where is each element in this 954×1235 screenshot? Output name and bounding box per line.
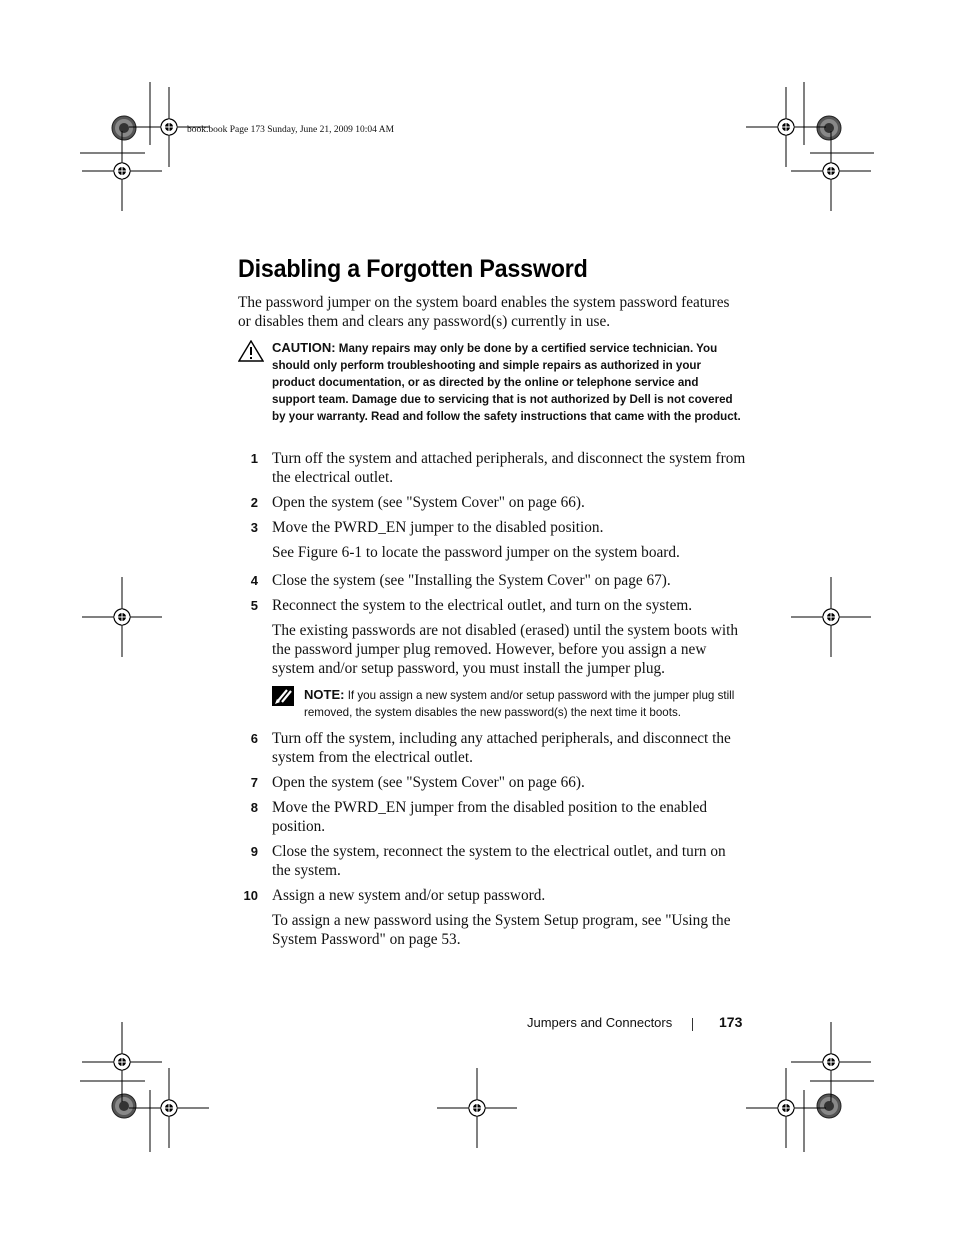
step-number: 1 — [250, 451, 258, 466]
caution-text — [272, 339, 744, 425]
page-number: 173 — [719, 1014, 743, 1030]
intro-paragraph: The password jumper on the system board enables the system password features or disables them and clears any password(s) currently in use. — [238, 294, 730, 330]
step-text: Turn off the system, including any attached peripherals, and disconnect the system from the electrical outlet. — [272, 730, 731, 766]
step-2 — [238, 493, 748, 512]
footer-divider — [692, 1018, 693, 1031]
step-9 — [238, 842, 748, 880]
step-text: Move the PWRD_EN jumper to the disabled position. — [272, 519, 604, 536]
step-text: Reconnect the system to the electrical outlet, and turn on the system. — [272, 597, 693, 614]
step-7 — [238, 773, 748, 792]
step-5 — [238, 596, 748, 615]
step-number: 5 — [250, 598, 258, 613]
step-text: Close the system, reconnect the system to the electrical outlet, and turn on the system. — [272, 843, 726, 879]
step-4 — [238, 571, 748, 590]
step-1 — [238, 449, 748, 487]
step-number: 10 — [243, 888, 258, 903]
step-text: Open the system (see "System Cover" on page 66). — [272, 774, 585, 791]
step-3-detail: See Figure 6-1 to locate the password jumper on the system board. — [272, 544, 680, 561]
step-5-detail: The existing passwords are not disabled (erased) until the system boots with the password jumper plug removed. However, before you assign a new system and/or setup password, you must install the jumper plug. — [272, 622, 739, 677]
note-text — [304, 686, 748, 721]
step-number: 7 — [250, 775, 258, 790]
step-text: Assign a new system and/or setup password. — [272, 887, 546, 904]
footer-section-title: Jumpers and Connectors — [527, 1015, 673, 1030]
step-number: 9 — [250, 844, 258, 859]
caution-label: CAUTION: — [272, 340, 336, 355]
page-title: Disabling a Forgotten Password — [238, 255, 588, 283]
print-header-line: book.book Page 173 Sunday, June 21, 2009 10:04 AM — [187, 125, 395, 135]
procedure-steps — [238, 449, 748, 949]
step-text: Open the system (see "System Cover" on page 66). — [272, 494, 585, 511]
step-6 — [238, 729, 748, 767]
step-text: Move the PWRD_EN jumper from the disabled position to the enabled position. — [272, 799, 708, 835]
step-number: 8 — [250, 800, 258, 815]
step-text: Close the system (see "Installing the System Cover" on page 67). — [272, 572, 671, 589]
step-3 — [238, 518, 748, 537]
note-pencil-icon — [272, 686, 294, 711]
note-body: If you assign a new system and/or setup password with the jumper plug still removed, the system disables the new password(s) the next time it boots. — [304, 689, 735, 719]
caution-box — [238, 339, 744, 425]
step-8 — [238, 798, 748, 836]
step-number: 4 — [250, 573, 258, 588]
step-number: 3 — [250, 520, 258, 535]
note-label: NOTE: — [304, 687, 345, 702]
caution-triangle-icon — [238, 340, 264, 367]
step-number: 6 — [250, 731, 258, 746]
step-text: Turn off the system and attached peripherals, and disconnect the system from the electrical outlet. — [272, 450, 746, 486]
step-10 — [238, 886, 748, 905]
step-number: 2 — [250, 495, 258, 510]
note-box — [238, 686, 748, 721]
caution-body: Many repairs may only be done by a certified service technician. You should only perform troubleshooting and simple repairs as authorized in your product documentation, or as directed by the online or telephone service and support team. Damage due to servicing that is not authorized by Dell is not covered by your warranty. Read and follow the safety instructions that came with the product. — [272, 342, 741, 423]
step-10-detail: To assign a new password using the System Setup program, see "Using the System Password" on page 53. — [272, 912, 731, 948]
